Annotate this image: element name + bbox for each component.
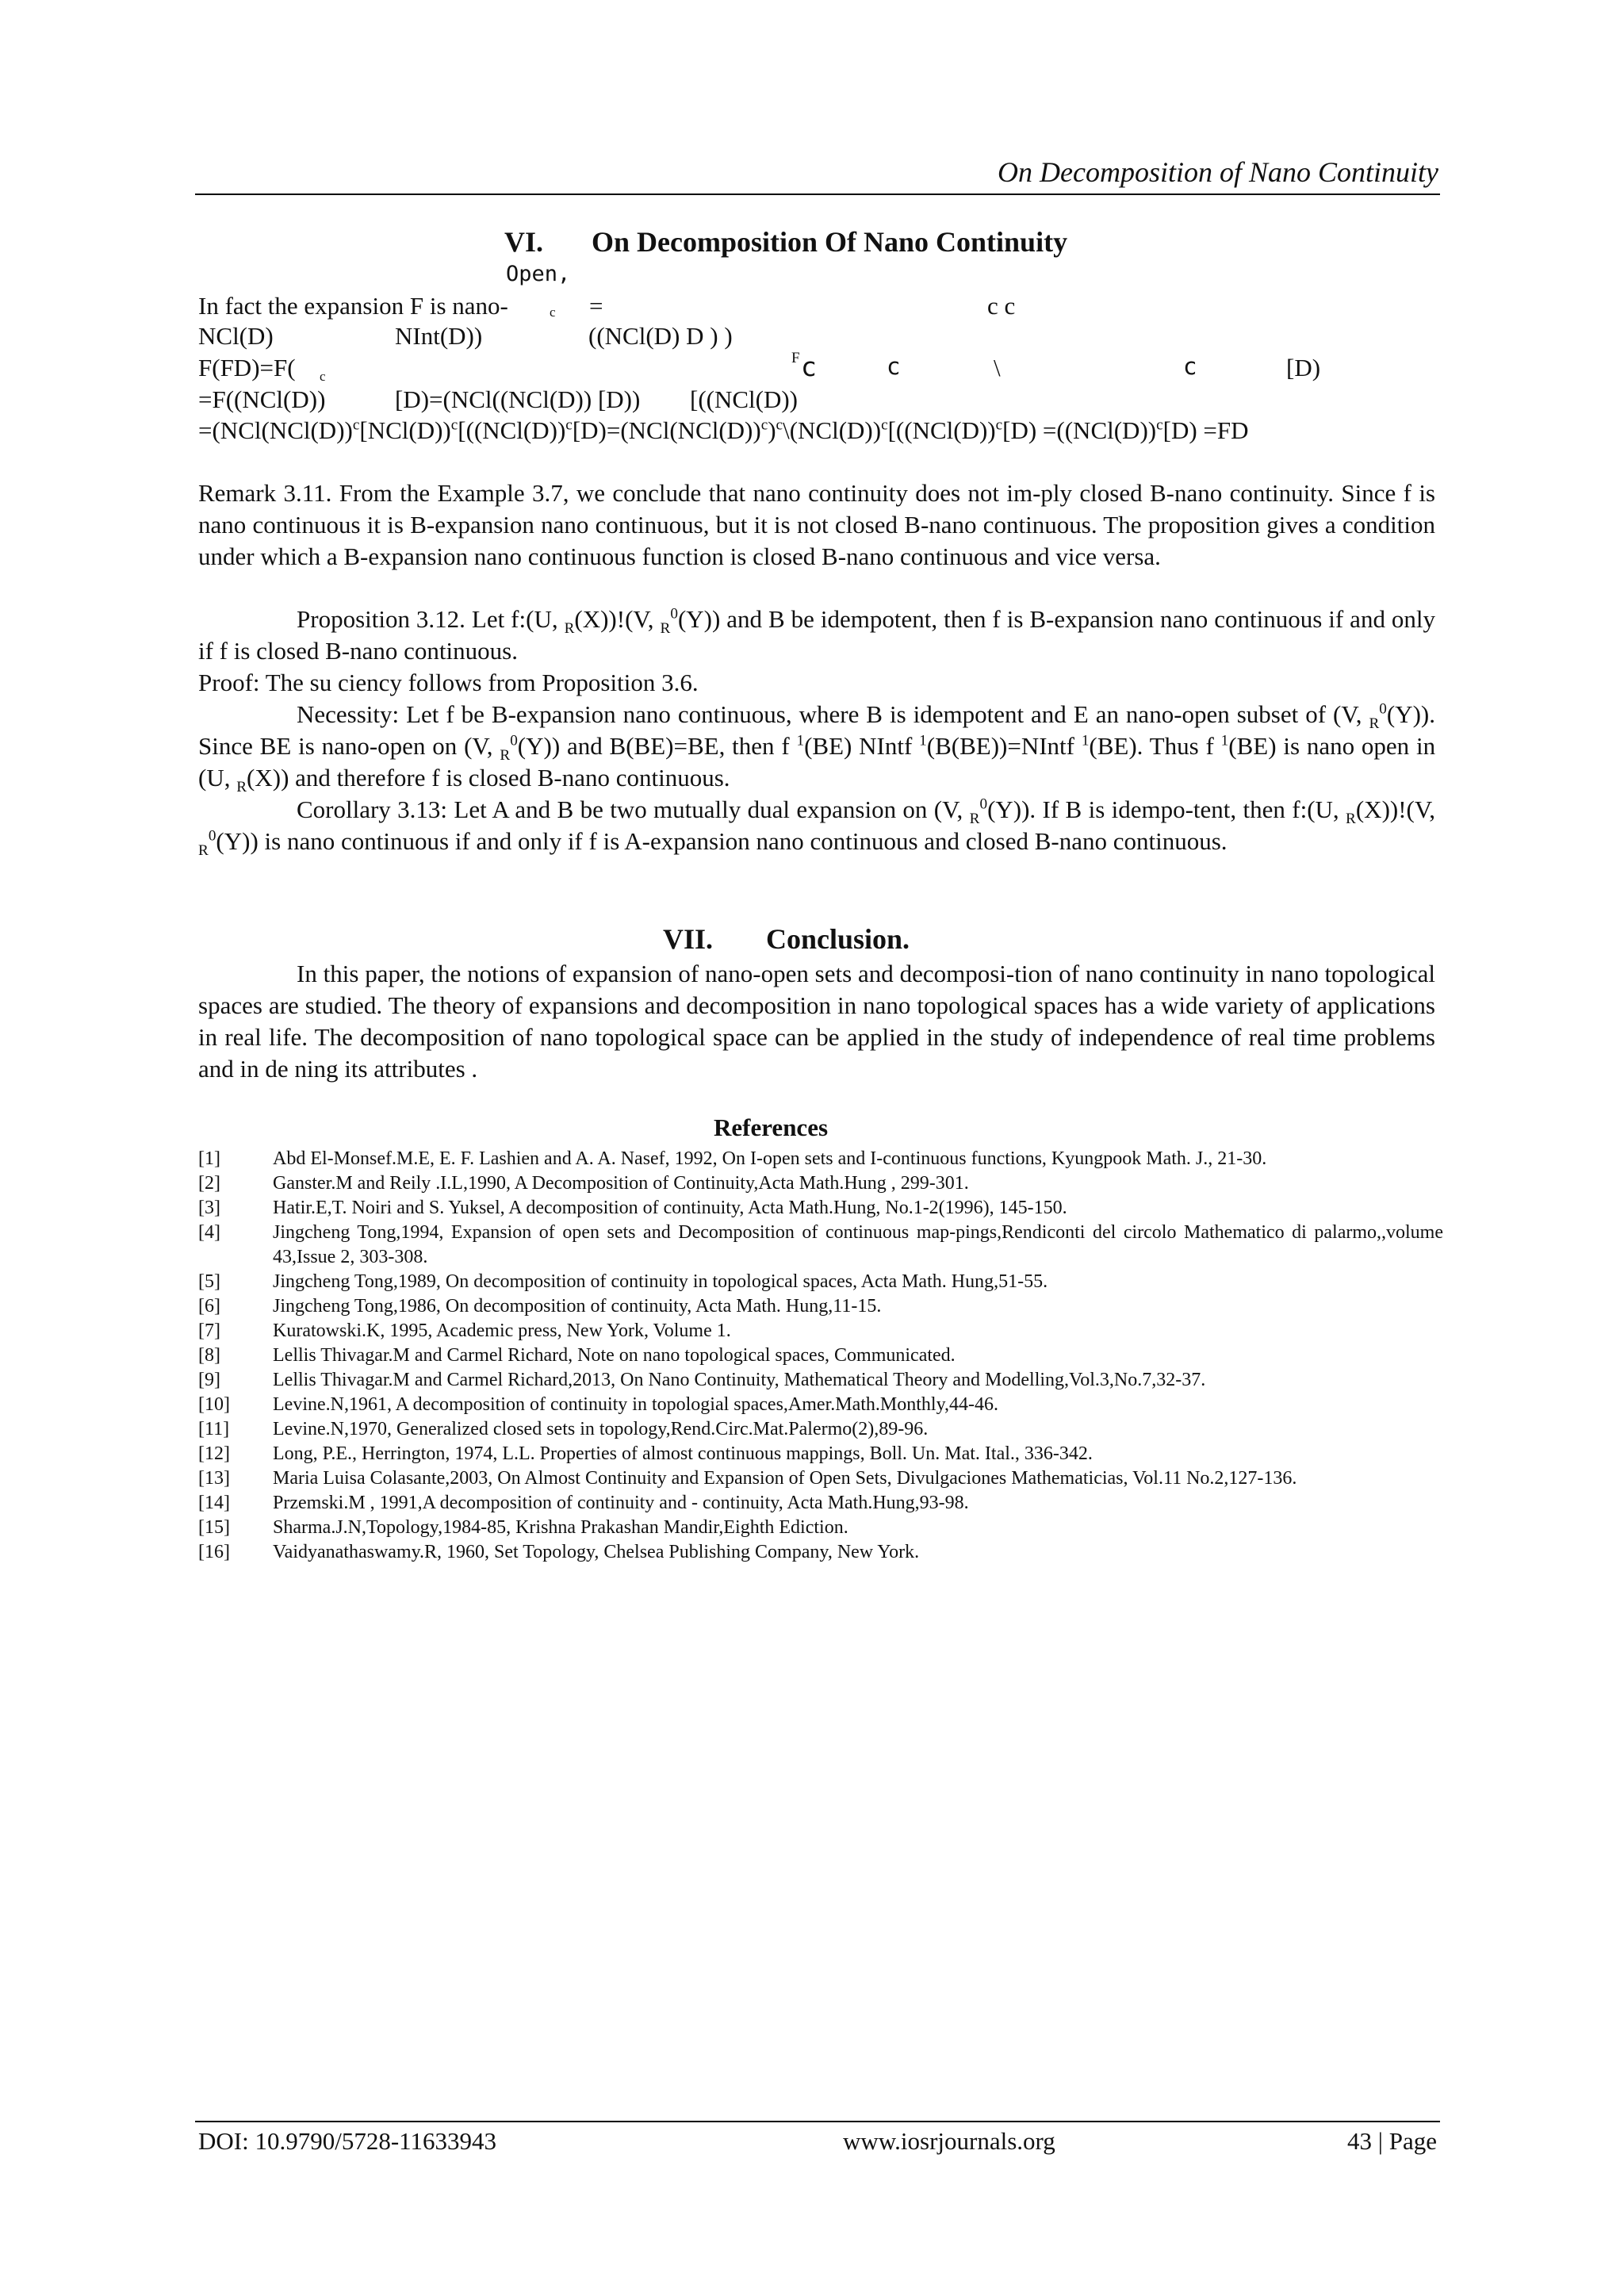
eq-line-1-cc: c c: [987, 292, 1016, 320]
reference-item: [198, 1270, 1443, 1294]
proposition-3-12: Proposition 3.12. Let f:(U, $_R$(X))!(V, $_R^0$(Y)) and B be idempotent, then f is B-expansion nano continuous if and only if f is closed B-nano continuous.: [198, 605, 1436, 665]
reference-item: [198, 1442, 1443, 1466]
conclusion-paragraph: In this paper, the notions of expansion of nano-open sets and decomposi-tion of nano continuity in nano topological spaces are studied. The theory of expansions and decomposition in nano topological spaces has a wide variety of applications in real life. The decomposition of nano topological space can be applied in the study of independence of real time problems and in de ning its attributes .: [198, 960, 1435, 1083]
reference-text: Lellis Thivagar.M and Carmel Richard, Note on nano topological spaces, Communicated.: [273, 1345, 956, 1366]
header-rule: [195, 194, 1440, 195]
reference-number: [4]: [198, 1222, 220, 1243]
reference-item: [198, 1294, 1443, 1319]
eq-line-3-F: F: [791, 350, 800, 366]
open-label: Open,: [506, 262, 571, 286]
reference-item: [198, 1196, 1443, 1221]
eq-line-4-c: [((NCl(D)): [690, 385, 799, 413]
running-header: On Decomposition of Nano Continuity: [998, 156, 1438, 188]
reference-number: [14]: [198, 1493, 230, 1513]
footer-doi: DOI: 10.9790/5728-11633943: [198, 2127, 496, 2155]
reference-text: Jingcheng Tong,1989, On decomposition of continuity in topological spaces, Acta Math. Hung,51-55.: [273, 1271, 1048, 1292]
reference-number: [10]: [198, 1394, 230, 1415]
eq-line-1-text: In fact the expansion F is nano-: [198, 292, 508, 320]
section-7-title: Conclusion.: [766, 923, 910, 955]
eq-line-4-a: =F((NCl(D)): [198, 385, 326, 413]
reference-item: [198, 1466, 1443, 1491]
reference-number: [1]: [198, 1148, 220, 1169]
reference-text: Hatir.E,T. Noiri and S. Yuksel, A decomposition of continuity, Acta Math.Hung, No.1-2(1996), 145-150.: [273, 1198, 1067, 1218]
references-title: References: [714, 1114, 829, 1141]
reference-text: Lellis Thivagar.M and Carmel Richard,2013, On Nano Continuity, Mathematical Theory and Modelling,Vol.3,No.7,32-37.: [273, 1370, 1206, 1390]
eq-line-3-d: [D): [1286, 354, 1321, 381]
reference-item: [198, 1393, 1443, 1417]
reference-number: [8]: [198, 1345, 220, 1366]
eq-line-4-b: [D)=(NCl((NCl(D)) [D)): [395, 385, 641, 413]
reference-item: [198, 1368, 1443, 1393]
proof: Proof: The su ciency follows from Proposition 3.6.: [198, 669, 699, 696]
eq-line-3-c3: c: [1183, 353, 1197, 380]
reference-text: Jingcheng Tong,1986, On decomposition of continuity, Acta Math. Hung,11-15.: [273, 1296, 882, 1317]
footer-rule: [195, 2121, 1440, 2122]
eq-line-2-a: NCl(D): [198, 322, 274, 350]
eq-line-1-equals: =: [589, 292, 603, 320]
reference-text: Vaidyanathaswamy.R, 1960, Set Topology, Chelsea Publishing Company, New York.: [273, 1542, 920, 1562]
reference-number: [6]: [198, 1296, 220, 1317]
reference-item: [198, 1343, 1443, 1368]
reference-item: [198, 1540, 1443, 1565]
corollary-3-13: Corollary 3.13: Let A and B be two mutually dual expansion on (V, $_R^0$(Y)). If B is idempo-tent, then f:(U, $_R$(X))!(V, $_R^0$(Y)) is nano continuous if and only if f is A-expansion nano continuous and closed B-nano continuous.: [198, 795, 1436, 860]
reference-item: [198, 1147, 1443, 1171]
section-7-number: VII.: [663, 923, 714, 955]
reference-text: Jingcheng Tong,1994, Expansion of open sets and Decomposition of continuous map-pings,Rendiconti del circolo Mathematico di palarmo,,volume 43,Issue 2, 303-308.: [273, 1222, 1443, 1267]
reference-text: Maria Luisa Colasante,2003, On Almost Continuity and Expansion of Open Sets, Divulgaciones Mathematicias, Vol.11 No.2,127-136.: [273, 1468, 1297, 1489]
reference-number: [9]: [198, 1370, 220, 1390]
remark-3-11: Remark 3.11. From the Example 3.7, we conclude that nano continuity does not im-ply closed B-nano continuity. Since f is nano continuous it is B-expansion nano continuous, but it is not closed B-nano continuous. The proposition gives a condition under which a B-expansion nano continuous function is closed B-nano continuous and vice versa.: [198, 479, 1435, 570]
eq-line-3-a: F(FD)=F(: [198, 354, 296, 381]
reference-number: [2]: [198, 1173, 220, 1194]
references-list: [198, 1147, 1443, 1565]
reference-item: [198, 1221, 1443, 1270]
reference-number: [12]: [198, 1443, 230, 1464]
reference-text: Abd El-Monsef.M.E, E. F. Lashien and A. A. Nasef, 1992, On I-open sets and I-continuous functions, Kyungpook Math. J., 21-30.: [273, 1148, 1267, 1169]
reference-text: Levine.N,1970, Generalized closed sets in topology,Rend.Circ.Mat.Palermo(2),89-96.: [273, 1419, 929, 1439]
reference-item: [198, 1417, 1443, 1442]
reference-text: Ganster.M and Reily .I.L,1990, A Decomposition of Continuity,Acta Math.Hung , 299-301.: [273, 1173, 969, 1194]
reference-item: [198, 1516, 1443, 1540]
eq-line-3-c1: c: [801, 351, 817, 382]
reference-number: [15]: [198, 1517, 230, 1538]
eq-line-2-c: ((NCl(D) D ) ): [588, 322, 733, 350]
reference-number: [7]: [198, 1320, 220, 1341]
eq-line-3-backslash: \: [994, 354, 1001, 381]
reference-item: [198, 1319, 1443, 1343]
footer-site: www.iosrjournals.org: [843, 2127, 1055, 2155]
reference-text: Sharma.J.N,Topology,1984-85, Krishna Prakashan Mandir,Eighth Ediction.: [273, 1517, 848, 1538]
reference-number: [16]: [198, 1542, 230, 1562]
eq-line-1-sub: c: [550, 305, 556, 320]
eq-line-2-b: NInt(D)): [395, 322, 483, 350]
reference-number: [5]: [198, 1271, 220, 1292]
reference-text: Kuratowski.K, 1995, Academic press, New York, Volume 1.: [273, 1320, 731, 1341]
eq-line-5: $=(NCl(NCl(D))^c[NCl(D))^c[((NCl(D))^c[D)=(NCl(NCl(D))^c)^c\backslash(NCl(D))^c[((NCl(D))^c[D) =((NCl(D))^c[D) =FD$: [198, 416, 1249, 444]
eq-line-3-c2: c: [887, 353, 901, 380]
necessity: Necessity: Let f be B-expansion nano continuous, where B is idempotent and E an nano-open subset of (V, $_R^0$(Y)). Since BE is nano-open on (V, $_R^0$(Y)) and B(BE)=BE, then f $^1$(BE) NIntf $^1$(B(BE))=NIntf $^1$(BE). Thus f $^1$(BE) is nano open in (U, $_R$(X)) and therefore f is closed B-nano continuous.: [198, 700, 1436, 796]
eq-line-3-sub: c: [320, 369, 326, 384]
reference-number: [13]: [198, 1468, 230, 1489]
section-6-title: On Decomposition Of Nano Continuity: [592, 226, 1068, 258]
section-6-number: VI.: [504, 226, 544, 258]
reference-number: [3]: [198, 1198, 220, 1218]
reference-text: Levine.N,1961, A decomposition of continuity in topologial spaces,Amer.Math.Monthly,44-46.: [273, 1394, 998, 1415]
reference-number: [11]: [198, 1419, 230, 1439]
reference-item: [198, 1171, 1443, 1196]
reference-text: Long, P.E., Herrington, 1974, L.L. Properties of almost continuous mappings, Boll. Un. Mat. Ital., 336-342.: [273, 1443, 1093, 1464]
reference-text: Przemski.M , 1991,A decomposition of continuity and - continuity, Acta Math.Hung,93-98.: [273, 1493, 969, 1513]
reference-item: [198, 1491, 1443, 1516]
footer-page-number: 43 | Page: [1347, 2127, 1437, 2155]
